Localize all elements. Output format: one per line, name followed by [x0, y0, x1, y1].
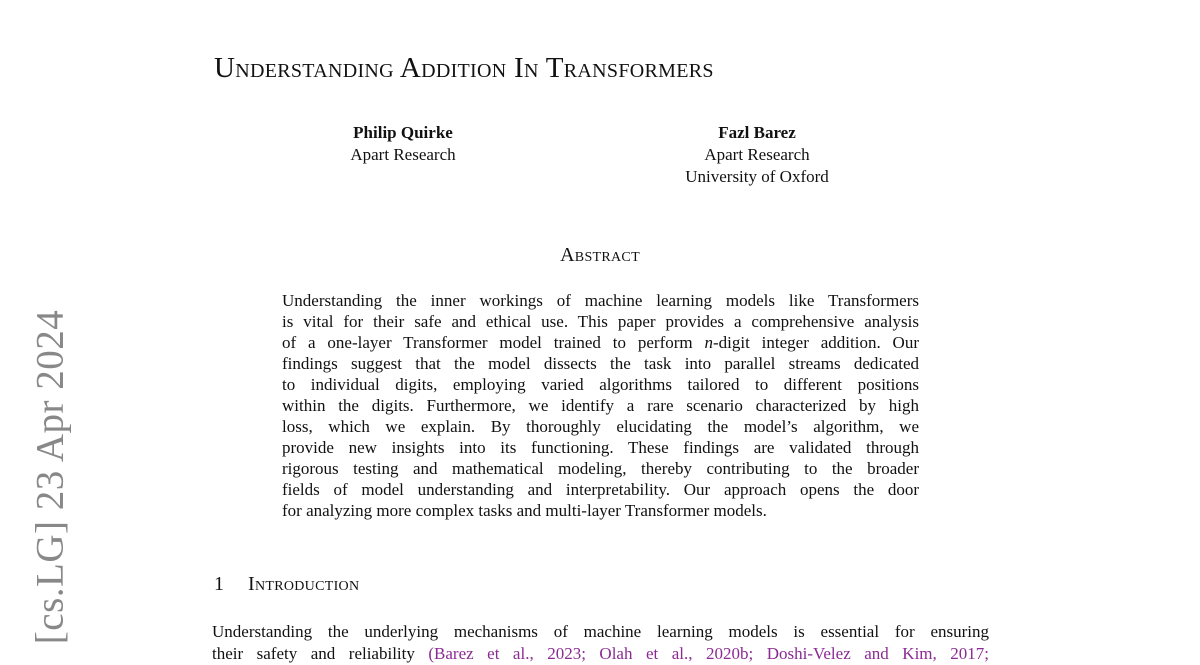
abstract-body: [282, 290, 919, 521]
introduction-body: [212, 621, 989, 665]
body-text-fragment: their safety and reliability: [212, 644, 415, 663]
math-variable: n: [704, 333, 713, 352]
abstract-line: rigorous testing and mathematical modeling, thereby contributing to the broader: [282, 459, 919, 478]
arxiv-identifier-stamp: [cs.LG] 23 Apr 2024: [28, 309, 72, 645]
section-title: Introduction: [248, 573, 360, 595]
abstract-line: is vital for their safe and ethical use. This paper provides a comprehensive analysis: [282, 312, 919, 331]
author-name: Philip Quirke: [353, 123, 453, 142]
author-name: Fazl Barez: [718, 123, 796, 142]
author-affiliation: Apart Research: [350, 145, 456, 164]
abstract-line: of a one-layer Transformer model trained to perform n-digit integer addition. Our: [282, 333, 919, 352]
body-line: Understanding the underlying mechanisms of machine learning models is essential for ensuring: [212, 622, 989, 641]
author-block: [303, 122, 503, 166]
author-affiliation: Apart Research: [704, 145, 810, 164]
abstract-line: Understanding the inner workings of machine learning models like Transformers: [282, 291, 919, 310]
body-line: [212, 643, 989, 665]
abstract-line: loss, which we explain. By thoroughly elucidating the model’s algorithm, we: [282, 417, 919, 436]
abstract-line: for analyzing more complex tasks and multi-layer Transformer models.: [282, 501, 767, 520]
citation-link[interactable]: (Barez et al., 2023; Olah et al., 2020b; Doshi-Velez and Kim, 2017;: [414, 644, 989, 663]
paper-title: Understanding Addition In Transformers: [214, 52, 714, 84]
abstract-heading: Abstract: [560, 244, 640, 266]
abstract-line: provide new insights into its functioning. These findings are validated through: [282, 438, 919, 457]
abstract-line: findings suggest that the model dissects the task into parallel streams dedicated: [282, 354, 919, 373]
section-heading: [214, 571, 359, 597]
section-number: 1: [214, 573, 224, 595]
author-block: [657, 122, 857, 188]
author-affiliation: University of Oxford: [685, 167, 829, 186]
abstract-line: fields of model understanding and interpretability. Our approach opens the door: [282, 480, 919, 499]
abstract-line: to individual digits, employing varied algorithms tailored to different positions: [282, 375, 919, 394]
abstract-line: within the digits. Furthermore, we identify a rare scenario characterized by high: [282, 396, 919, 415]
